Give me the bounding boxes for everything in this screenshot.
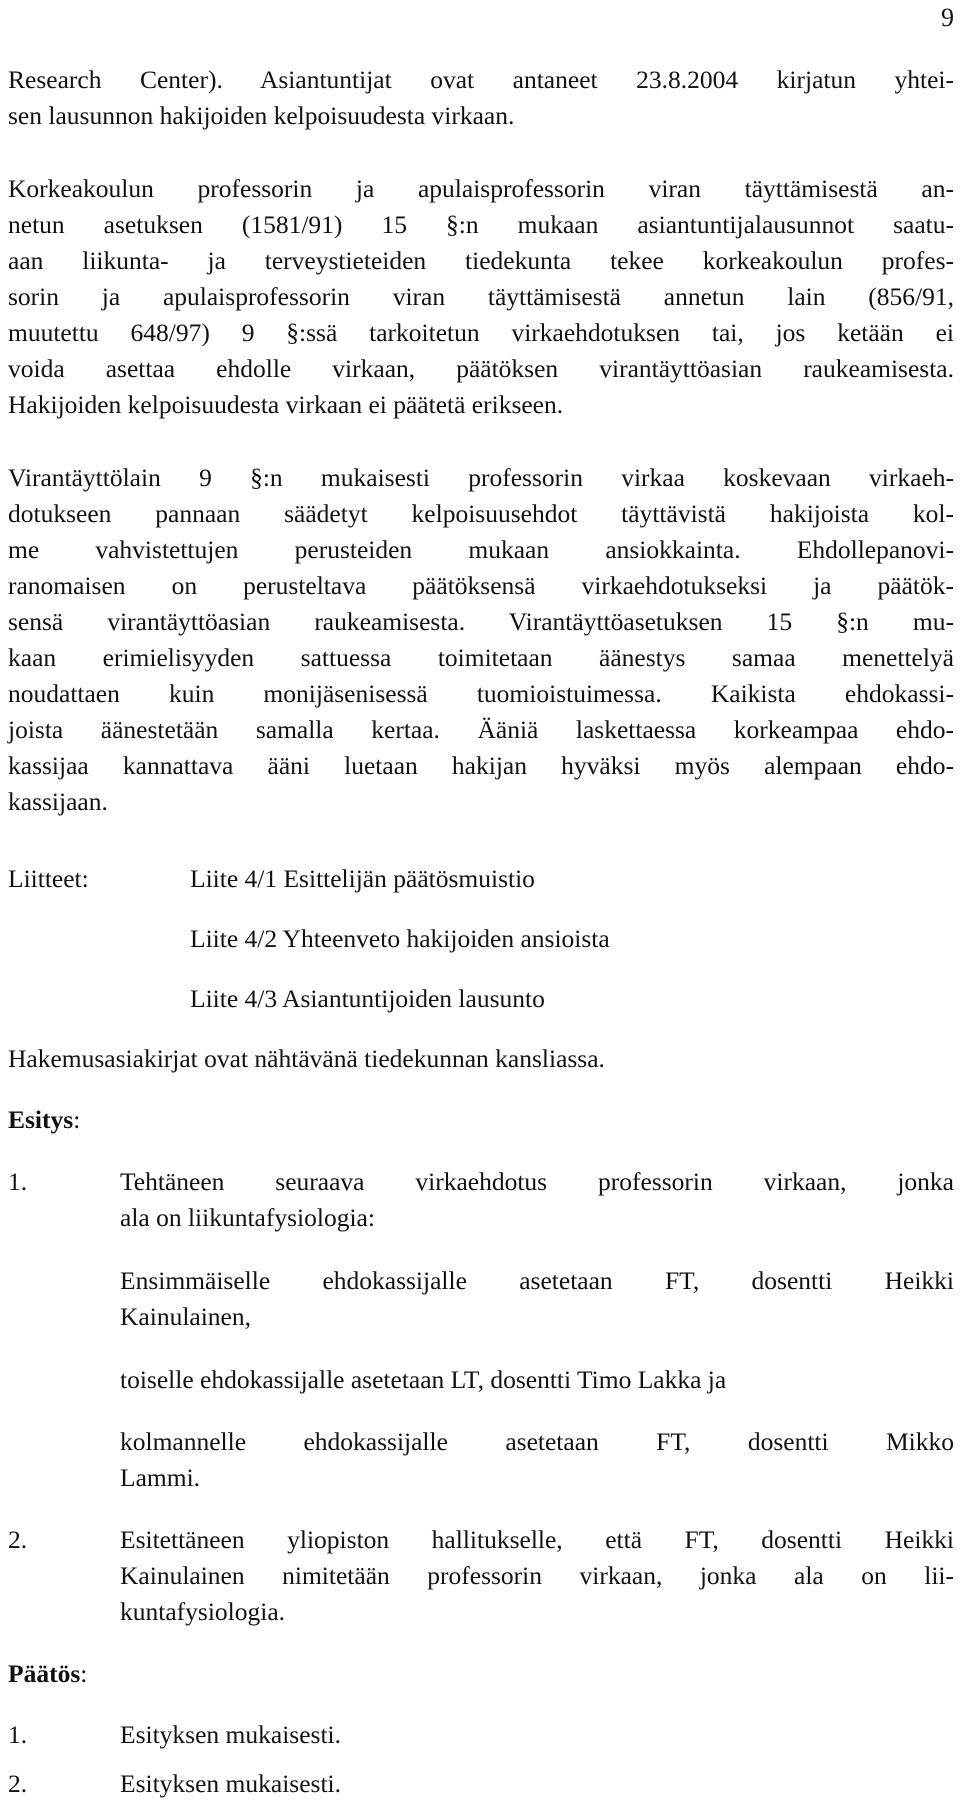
proposal-item-2-line-3: kuntafysiologia. [120,1597,286,1626]
page-number: 9 [941,3,954,32]
candidate-2: toiselle ehdokassijalle asetetaan LT, dosentti Timo Lakka ja [120,1365,727,1394]
decision-heading-text: Päätös [8,1659,81,1688]
attachment-item-2: Liite 4/2 Yhteenveto hakijoiden ansioista [190,924,610,953]
intro-line-1: Research Center). Asiantuntijat ovat antaneet 23.8.2004 kirjatun yhtei- [8,65,954,94]
para1-line-6: voida asettaa ehdolle virkaan, päätöksen virantäyttöasian raukeamisesta. [8,354,954,383]
proposal-heading [8,1102,80,1138]
candidate-1-line-1: Ensimmäiselle ehdokassijalle asetetaan FT, dosentti Heikki [120,1266,954,1295]
para2-line-5: sensä virantäyttöasian raukeamisesta. Virantäyttöasetuksen 15 §:n mu- [8,607,954,636]
proposal-item-1-line-2: ala on liikuntafysiologia: [120,1203,375,1232]
para2-line-1: Virantäyttölain 9 §:n mukaisesti professorin virkaa koskevaan virkaeh- [8,463,954,492]
para1-line-3: aan liikunta- ja terveystieteiden tiedekunta tekee korkeakoulun profes- [8,246,954,275]
para2-line-8: joista äänestetään samalla kertaa. Ääniä laskettaessa korkeampaa ehdo- [8,715,954,744]
decision-item-2-number: 2. [8,1769,28,1798]
decision-item-1-text: Esityksen mukaisesti. [120,1720,341,1749]
decision-heading [8,1656,87,1692]
para1-line-5: muutettu 648/97) 9 §:ssä tarkoitetun virkaehdotuksen tai, jos ketään ei [8,318,954,347]
para1-line-7: Hakijoiden kelpoisuudesta virkaan ei päätetä erikseen. [8,390,564,419]
decision-item-2-text: Esityksen mukaisesti. [120,1769,341,1798]
proposal-item-1-number: 1. [8,1167,28,1196]
attachments-label: Liitteet: [8,864,89,893]
intro-line-2: sen lausunnon hakijoiden kelpoisuudesta virkaan. [8,101,515,130]
para2-line-3: me vahvistettujen perusteiden mukaan ansiokkainta. Ehdollepanovi- [8,535,954,564]
para2-line-6: kaan erimielisyyden sattuessa toimitetaan äänestys samaa menettelyä [8,643,954,672]
para2-line-10: kassijaan. [8,787,108,816]
documents-note: Hakemusasiakirjat ovat nähtävänä tiedekunnan kansliassa. [8,1044,605,1073]
proposal-item-2-line-2: Kainulainen nimitetään professorin virkaan, jonka ala on lii- [120,1561,954,1590]
para1-line-4: sorin ja apulaisprofessorin viran täyttämisestä annetun lain (856/91, [8,282,954,311]
proposal-heading-text: Esitys [8,1105,74,1134]
candidate-3-line-2: Lammi. [120,1463,201,1492]
proposal-heading-colon: : [73,1105,81,1134]
decision-heading-colon: : [80,1659,88,1688]
para1-line-2: netun asetuksen (1581/91) 15 §:n mukaan asiantuntijalausunnot saatu- [8,210,954,239]
proposal-item-2-number: 2. [8,1525,28,1554]
decision-item-1-number: 1. [8,1720,28,1749]
para1-line-1: Korkeakoulun professorin ja apulaisprofessorin viran täyttämisestä an- [8,174,954,203]
attachment-item-3: Liite 4/3 Asiantuntijoiden lausunto [190,984,545,1013]
para2-line-7: noudattaen kuin monijäsenisessä tuomioistuimessa. Kaikista ehdokassi- [8,679,954,708]
para2-line-4: ranomaisen on perusteltava päätöksensä virkaehdotukseksi ja päätök- [8,571,954,600]
para2-line-2: dotukseen pannaan säädetyt kelpoisuusehdot täyttävistä hakijoista kol- [8,499,954,528]
para2-line-9: kassijaa kannattava ääni luetaan hakijan hyväksi myös alempaan ehdo- [8,751,954,780]
attachment-item-1: Liite 4/1 Esittelijän päätösmuistio [190,864,535,893]
proposal-item-2-line-1: Esitettäneen yliopiston hallitukselle, että FT, dosentti Heikki [120,1525,954,1554]
proposal-item-1-line-1: Tehtäneen seuraava virkaehdotus professorin virkaan, jonka [120,1167,954,1196]
candidate-3-line-1: kolmannelle ehdokassijalle asetetaan FT, dosentti Mikko [120,1427,954,1456]
candidate-1-line-2: Kainulainen, [120,1302,251,1331]
